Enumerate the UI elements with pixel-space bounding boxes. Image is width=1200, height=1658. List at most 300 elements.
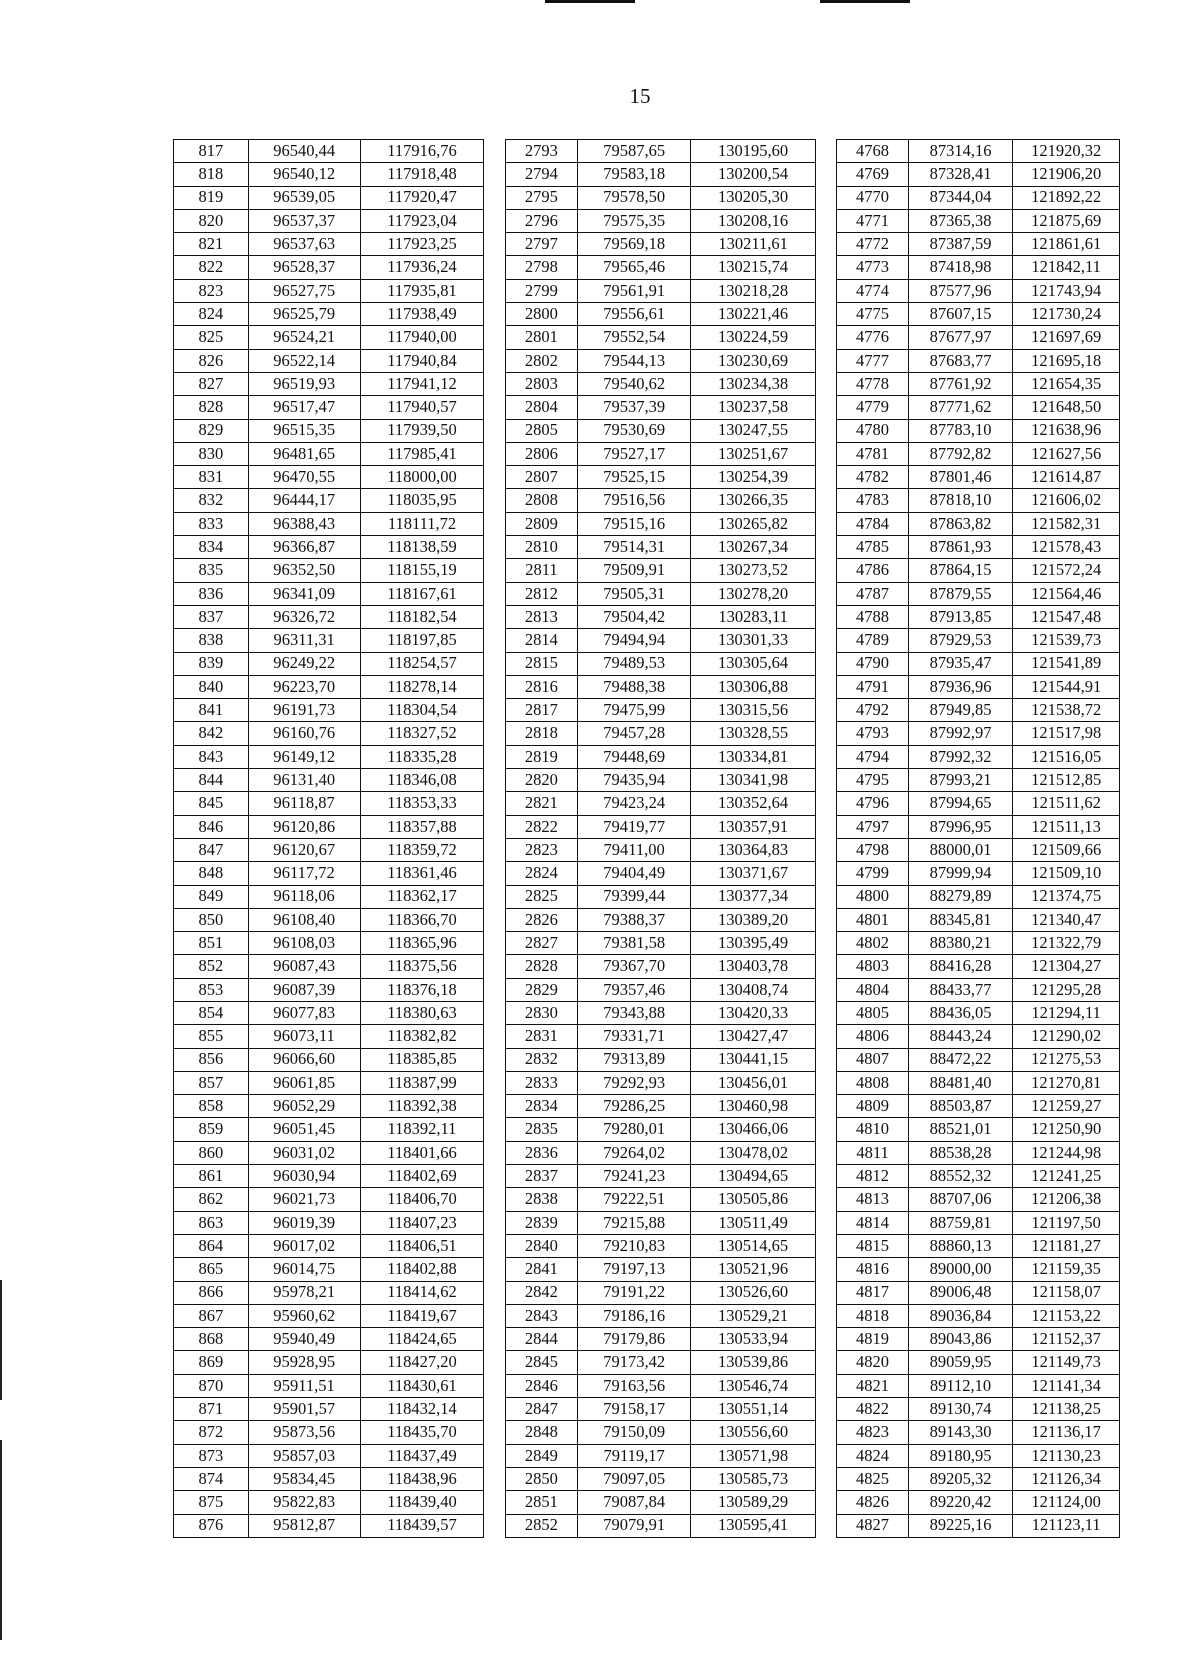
column-gap [484, 1071, 505, 1094]
column-gap [484, 1048, 505, 1071]
cell-point-number: 4826 [837, 1491, 908, 1514]
cell-x-coordinate: 79173,42 [578, 1351, 691, 1374]
column-gap [484, 209, 505, 232]
table-row [174, 978, 1120, 1001]
cell-y-coordinate: 117923,04 [360, 209, 484, 232]
cell-x-coordinate: 87949,85 [908, 699, 1013, 722]
cell-point-number: 869 [174, 1351, 249, 1374]
column-gap [815, 862, 836, 885]
cell-point-number: 845 [174, 792, 249, 815]
cell-x-coordinate: 79419,77 [578, 815, 691, 838]
table-row [174, 396, 1120, 419]
cell-y-coordinate: 130585,73 [691, 1467, 816, 1490]
column-gap [815, 1234, 836, 1257]
cell-y-coordinate: 121295,28 [1013, 978, 1120, 1001]
cell-point-number: 2809 [505, 512, 578, 535]
column-gap [815, 885, 836, 908]
cell-point-number: 4786 [837, 559, 908, 582]
cell-point-number: 4812 [837, 1165, 908, 1188]
cell-point-number: 2793 [505, 140, 578, 163]
cell-y-coordinate: 121340,47 [1013, 908, 1120, 931]
column-gap [484, 1374, 505, 1397]
table-row [174, 1491, 1120, 1514]
column-gap [484, 1165, 505, 1188]
cell-y-coordinate: 118182,54 [360, 605, 484, 628]
column-gap [484, 1188, 505, 1211]
cell-y-coordinate: 121159,35 [1013, 1258, 1120, 1281]
cell-point-number: 4815 [837, 1234, 908, 1257]
cell-x-coordinate: 96366,87 [248, 536, 360, 559]
cell-x-coordinate: 79544,13 [578, 349, 691, 372]
cell-x-coordinate: 87994,65 [908, 792, 1013, 815]
column-gap [484, 326, 505, 349]
cell-x-coordinate: 79222,51 [578, 1188, 691, 1211]
cell-y-coordinate: 118380,63 [360, 1001, 484, 1024]
cell-x-coordinate: 79079,91 [578, 1514, 691, 1537]
table-row [174, 559, 1120, 582]
cell-y-coordinate: 130305,64 [691, 652, 816, 675]
cell-x-coordinate: 87761,92 [908, 372, 1013, 395]
cell-point-number: 844 [174, 769, 249, 792]
cell-x-coordinate: 96120,67 [248, 838, 360, 861]
table-row [174, 1048, 1120, 1071]
cell-y-coordinate: 118387,99 [360, 1071, 484, 1094]
table-row [174, 1165, 1120, 1188]
cell-y-coordinate: 121304,27 [1013, 955, 1120, 978]
cell-x-coordinate: 89143,30 [908, 1421, 1013, 1444]
cell-x-coordinate: 96223,70 [248, 675, 360, 698]
table-row [174, 419, 1120, 442]
cell-y-coordinate: 121730,24 [1013, 303, 1120, 326]
cell-point-number: 2827 [505, 932, 578, 955]
cell-y-coordinate: 121578,43 [1013, 536, 1120, 559]
cell-point-number: 825 [174, 326, 249, 349]
cell-y-coordinate: 121511,62 [1013, 792, 1120, 815]
cell-point-number: 4780 [837, 419, 908, 442]
cell-x-coordinate: 95940,49 [248, 1328, 360, 1351]
cell-x-coordinate: 96031,02 [248, 1141, 360, 1164]
cell-x-coordinate: 95960,62 [248, 1304, 360, 1327]
cell-point-number: 4817 [837, 1281, 908, 1304]
column-gap [815, 1141, 836, 1164]
cell-point-number: 862 [174, 1188, 249, 1211]
coordinates-table-body [174, 140, 1120, 1538]
cell-point-number: 4816 [837, 1258, 908, 1281]
table-row [174, 1398, 1120, 1421]
cell-x-coordinate: 96525,79 [248, 303, 360, 326]
column-gap [815, 1514, 836, 1537]
cell-x-coordinate: 96108,40 [248, 908, 360, 931]
cell-point-number: 2850 [505, 1467, 578, 1490]
cell-y-coordinate: 130511,49 [691, 1211, 816, 1234]
cell-y-coordinate: 130283,11 [691, 605, 816, 628]
cell-x-coordinate: 96073,11 [248, 1025, 360, 1048]
cell-x-coordinate: 87677,97 [908, 326, 1013, 349]
cell-y-coordinate: 117940,84 [360, 349, 484, 372]
cell-y-coordinate: 130389,20 [691, 908, 816, 931]
cell-point-number: 858 [174, 1095, 249, 1118]
cell-point-number: 868 [174, 1328, 249, 1351]
cell-x-coordinate: 79525,15 [578, 466, 691, 489]
cell-y-coordinate: 130420,33 [691, 1001, 816, 1024]
cell-point-number: 4811 [837, 1141, 908, 1164]
cell-x-coordinate: 79475,99 [578, 699, 691, 722]
cell-y-coordinate: 130215,74 [691, 256, 816, 279]
cell-point-number: 2805 [505, 419, 578, 442]
cell-y-coordinate: 130208,16 [691, 209, 816, 232]
cell-point-number: 2836 [505, 1141, 578, 1164]
column-gap [815, 955, 836, 978]
cell-y-coordinate: 117941,12 [360, 372, 484, 395]
cell-y-coordinate: 121294,11 [1013, 1001, 1120, 1024]
cell-x-coordinate: 79404,49 [578, 862, 691, 885]
cell-x-coordinate: 96191,73 [248, 699, 360, 722]
cell-point-number: 866 [174, 1281, 249, 1304]
cell-point-number: 833 [174, 512, 249, 535]
cell-y-coordinate: 130247,55 [691, 419, 816, 442]
cell-point-number: 2851 [505, 1491, 578, 1514]
table-row [174, 209, 1120, 232]
cell-y-coordinate: 130237,58 [691, 396, 816, 419]
cell-y-coordinate: 121654,35 [1013, 372, 1120, 395]
column-gap [815, 442, 836, 465]
cell-y-coordinate: 118392,38 [360, 1095, 484, 1118]
cell-x-coordinate: 96527,75 [248, 279, 360, 302]
cell-x-coordinate: 96517,47 [248, 396, 360, 419]
cell-x-coordinate: 87607,15 [908, 303, 1013, 326]
cell-x-coordinate: 88345,81 [908, 908, 1013, 931]
table-row [174, 140, 1120, 163]
cell-x-coordinate: 79488,38 [578, 675, 691, 698]
cell-point-number: 4774 [837, 279, 908, 302]
cell-point-number: 4782 [837, 466, 908, 489]
cell-y-coordinate: 117985,41 [360, 442, 484, 465]
cell-x-coordinate: 79515,16 [578, 512, 691, 535]
cell-x-coordinate: 87328,41 [908, 163, 1013, 186]
table-row [174, 1071, 1120, 1094]
cell-y-coordinate: 118382,82 [360, 1025, 484, 1048]
column-gap [815, 256, 836, 279]
cell-y-coordinate: 118402,69 [360, 1165, 484, 1188]
cell-x-coordinate: 89059,95 [908, 1351, 1013, 1374]
table-row [174, 442, 1120, 465]
cell-y-coordinate: 118365,96 [360, 932, 484, 955]
cell-y-coordinate: 121512,85 [1013, 769, 1120, 792]
column-gap [815, 1491, 836, 1514]
table-row [174, 256, 1120, 279]
cell-x-coordinate: 79527,17 [578, 442, 691, 465]
cell-point-number: 4799 [837, 862, 908, 885]
cell-x-coordinate: 88416,28 [908, 955, 1013, 978]
cell-point-number: 876 [174, 1514, 249, 1537]
cell-point-number: 2815 [505, 652, 578, 675]
cell-x-coordinate: 79163,56 [578, 1374, 691, 1397]
cell-x-coordinate: 96537,63 [248, 233, 360, 256]
cell-x-coordinate: 79119,17 [578, 1444, 691, 1467]
cell-y-coordinate: 130364,83 [691, 838, 816, 861]
table-row [174, 186, 1120, 209]
cell-y-coordinate: 121564,46 [1013, 582, 1120, 605]
cell-y-coordinate: 118035,95 [360, 489, 484, 512]
cell-x-coordinate: 95873,56 [248, 1421, 360, 1444]
cell-y-coordinate: 121638,96 [1013, 419, 1120, 442]
cell-x-coordinate: 79489,53 [578, 652, 691, 675]
cell-point-number: 4773 [837, 256, 908, 279]
cell-point-number: 843 [174, 745, 249, 768]
cell-y-coordinate: 121259,27 [1013, 1095, 1120, 1118]
cell-y-coordinate: 130494,65 [691, 1165, 816, 1188]
cell-point-number: 2843 [505, 1304, 578, 1327]
cell-point-number: 4772 [837, 233, 908, 256]
column-gap [815, 838, 836, 861]
cell-x-coordinate: 79583,18 [578, 163, 691, 186]
cell-x-coordinate: 79514,31 [578, 536, 691, 559]
cell-point-number: 2803 [505, 372, 578, 395]
cell-x-coordinate: 88503,87 [908, 1095, 1013, 1118]
cell-x-coordinate: 79537,39 [578, 396, 691, 419]
cell-y-coordinate: 118392,11 [360, 1118, 484, 1141]
cell-point-number: 849 [174, 885, 249, 908]
cell-y-coordinate: 121516,05 [1013, 745, 1120, 768]
cell-x-coordinate: 87993,21 [908, 769, 1013, 792]
cell-point-number: 2831 [505, 1025, 578, 1048]
cell-y-coordinate: 130218,28 [691, 279, 816, 302]
cell-x-coordinate: 87783,10 [908, 419, 1013, 442]
scan-edge-line [0, 1440, 2, 1640]
cell-y-coordinate: 130551,14 [691, 1398, 816, 1421]
cell-x-coordinate: 96117,72 [248, 862, 360, 885]
table-row [174, 769, 1120, 792]
cell-x-coordinate: 79516,56 [578, 489, 691, 512]
cell-point-number: 4809 [837, 1095, 908, 1118]
cell-x-coordinate: 87936,96 [908, 675, 1013, 698]
cell-y-coordinate: 130539,86 [691, 1351, 816, 1374]
cell-point-number: 4824 [837, 1444, 908, 1467]
cell-y-coordinate: 118406,51 [360, 1234, 484, 1257]
cell-x-coordinate: 79448,69 [578, 745, 691, 768]
table-row [174, 1328, 1120, 1351]
column-gap [484, 1258, 505, 1281]
cell-x-coordinate: 79210,83 [578, 1234, 691, 1257]
cell-point-number: 2841 [505, 1258, 578, 1281]
table-row [174, 745, 1120, 768]
cell-y-coordinate: 118424,65 [360, 1328, 484, 1351]
cell-x-coordinate: 96118,87 [248, 792, 360, 815]
cell-point-number: 863 [174, 1211, 249, 1234]
cell-x-coordinate: 89220,42 [908, 1491, 1013, 1514]
cell-x-coordinate: 96087,39 [248, 978, 360, 1001]
table-row [174, 1374, 1120, 1397]
cell-point-number: 875 [174, 1491, 249, 1514]
cell-point-number: 838 [174, 629, 249, 652]
column-gap [815, 1258, 836, 1281]
cell-x-coordinate: 88759,81 [908, 1211, 1013, 1234]
cell-x-coordinate: 96118,06 [248, 885, 360, 908]
top-rule-right [820, 0, 910, 3]
cell-y-coordinate: 130427,47 [691, 1025, 816, 1048]
cell-x-coordinate: 95911,51 [248, 1374, 360, 1397]
cell-y-coordinate: 117936,24 [360, 256, 484, 279]
cell-point-number: 2829 [505, 978, 578, 1001]
column-gap [815, 372, 836, 395]
column-gap [815, 652, 836, 675]
cell-y-coordinate: 121130,23 [1013, 1444, 1120, 1467]
cell-point-number: 4784 [837, 512, 908, 535]
cell-x-coordinate: 96341,09 [248, 582, 360, 605]
column-gap [484, 699, 505, 722]
cell-point-number: 4806 [837, 1025, 908, 1048]
column-gap [815, 722, 836, 745]
cell-x-coordinate: 79191,22 [578, 1281, 691, 1304]
cell-y-coordinate: 118327,52 [360, 722, 484, 745]
cell-point-number: 4821 [837, 1374, 908, 1397]
cell-point-number: 4805 [837, 1001, 908, 1024]
cell-y-coordinate: 121517,98 [1013, 722, 1120, 745]
cell-x-coordinate: 79575,35 [578, 209, 691, 232]
cell-x-coordinate: 87996,95 [908, 815, 1013, 838]
column-gap [484, 722, 505, 745]
cell-x-coordinate: 87913,85 [908, 605, 1013, 628]
cell-x-coordinate: 96077,83 [248, 1001, 360, 1024]
cell-x-coordinate: 95822,83 [248, 1491, 360, 1514]
column-gap [484, 396, 505, 419]
cell-point-number: 852 [174, 955, 249, 978]
table-row [174, 233, 1120, 256]
cell-point-number: 835 [174, 559, 249, 582]
cell-x-coordinate: 79565,46 [578, 256, 691, 279]
cell-y-coordinate: 118375,56 [360, 955, 484, 978]
cell-y-coordinate: 118335,28 [360, 745, 484, 768]
column-gap [815, 908, 836, 931]
cell-y-coordinate: 118385,85 [360, 1048, 484, 1071]
cell-y-coordinate: 117920,47 [360, 186, 484, 209]
column-gap [815, 1188, 836, 1211]
cell-x-coordinate: 79381,58 [578, 932, 691, 955]
column-gap [484, 1211, 505, 1234]
cell-point-number: 2821 [505, 792, 578, 815]
cell-x-coordinate: 96311,31 [248, 629, 360, 652]
cell-x-coordinate: 96522,14 [248, 349, 360, 372]
cell-y-coordinate: 118406,70 [360, 1188, 484, 1211]
column-gap [815, 582, 836, 605]
cell-y-coordinate: 118435,70 [360, 1421, 484, 1444]
cell-y-coordinate: 130408,74 [691, 978, 816, 1001]
table-row [174, 582, 1120, 605]
column-gap [484, 815, 505, 838]
cell-y-coordinate: 118362,17 [360, 885, 484, 908]
cell-point-number: 2804 [505, 396, 578, 419]
table-row [174, 908, 1120, 931]
cell-x-coordinate: 89043,86 [908, 1328, 1013, 1351]
cell-point-number: 4801 [837, 908, 908, 931]
cell-x-coordinate: 95901,57 [248, 1398, 360, 1421]
cell-x-coordinate: 87792,82 [908, 442, 1013, 465]
cell-x-coordinate: 96470,55 [248, 466, 360, 489]
column-gap [815, 279, 836, 302]
cell-y-coordinate: 121842,11 [1013, 256, 1120, 279]
cell-y-coordinate: 121141,34 [1013, 1374, 1120, 1397]
cell-x-coordinate: 96120,86 [248, 815, 360, 838]
cell-y-coordinate: 130273,52 [691, 559, 816, 582]
column-gap [484, 1141, 505, 1164]
cell-x-coordinate: 96014,75 [248, 1258, 360, 1281]
cell-point-number: 826 [174, 349, 249, 372]
cell-point-number: 2797 [505, 233, 578, 256]
cell-point-number: 873 [174, 1444, 249, 1467]
table-row [174, 1258, 1120, 1281]
cell-x-coordinate: 79343,88 [578, 1001, 691, 1024]
cell-x-coordinate: 96326,72 [248, 605, 360, 628]
cell-x-coordinate: 96087,43 [248, 955, 360, 978]
cell-y-coordinate: 121582,31 [1013, 512, 1120, 535]
table-row [174, 1211, 1120, 1234]
cell-y-coordinate: 121541,89 [1013, 652, 1120, 675]
column-gap [815, 140, 836, 163]
cell-point-number: 4797 [837, 815, 908, 838]
cell-x-coordinate: 88472,22 [908, 1048, 1013, 1071]
column-gap [815, 489, 836, 512]
column-gap [484, 652, 505, 675]
cell-x-coordinate: 79357,46 [578, 978, 691, 1001]
cell-x-coordinate: 96519,93 [248, 372, 360, 395]
cell-y-coordinate: 118278,14 [360, 675, 484, 698]
cell-x-coordinate: 95928,95 [248, 1351, 360, 1374]
cell-x-coordinate: 79087,84 [578, 1491, 691, 1514]
cell-point-number: 4783 [837, 489, 908, 512]
column-gap [484, 1398, 505, 1421]
table-row [174, 536, 1120, 559]
cell-y-coordinate: 130526,60 [691, 1281, 816, 1304]
column-gap [815, 1025, 836, 1048]
cell-point-number: 4785 [837, 536, 908, 559]
cell-point-number: 2818 [505, 722, 578, 745]
cell-point-number: 4778 [837, 372, 908, 395]
table-row [174, 792, 1120, 815]
cell-y-coordinate: 121509,66 [1013, 838, 1120, 861]
cell-x-coordinate: 88000,01 [908, 838, 1013, 861]
cell-y-coordinate: 121511,13 [1013, 815, 1120, 838]
cell-y-coordinate: 130571,98 [691, 1444, 816, 1467]
cell-point-number: 817 [174, 140, 249, 163]
page-number: 15 [629, 84, 651, 108]
column-gap [484, 792, 505, 815]
cell-y-coordinate: 118138,59 [360, 536, 484, 559]
cell-point-number: 2817 [505, 699, 578, 722]
cell-x-coordinate: 87771,62 [908, 396, 1013, 419]
column-gap [815, 1467, 836, 1490]
cell-point-number: 4825 [837, 1467, 908, 1490]
column-gap [815, 419, 836, 442]
cell-y-coordinate: 130251,67 [691, 442, 816, 465]
cell-x-coordinate: 96066,60 [248, 1048, 360, 1071]
cell-point-number: 2834 [505, 1095, 578, 1118]
column-gap [815, 209, 836, 232]
cell-y-coordinate: 118353,33 [360, 792, 484, 815]
cell-y-coordinate: 121606,02 [1013, 489, 1120, 512]
cell-point-number: 2842 [505, 1281, 578, 1304]
cell-y-coordinate: 121124,00 [1013, 1491, 1120, 1514]
cell-x-coordinate: 87314,16 [908, 140, 1013, 163]
cell-x-coordinate: 79286,25 [578, 1095, 691, 1118]
cell-x-coordinate: 88521,01 [908, 1118, 1013, 1141]
cell-x-coordinate: 79150,09 [578, 1421, 691, 1444]
cell-y-coordinate: 118439,40 [360, 1491, 484, 1514]
cell-x-coordinate: 79280,01 [578, 1118, 691, 1141]
column-gap [484, 1421, 505, 1444]
table-row [174, 932, 1120, 955]
column-gap [815, 605, 836, 628]
cell-x-coordinate: 79367,70 [578, 955, 691, 978]
